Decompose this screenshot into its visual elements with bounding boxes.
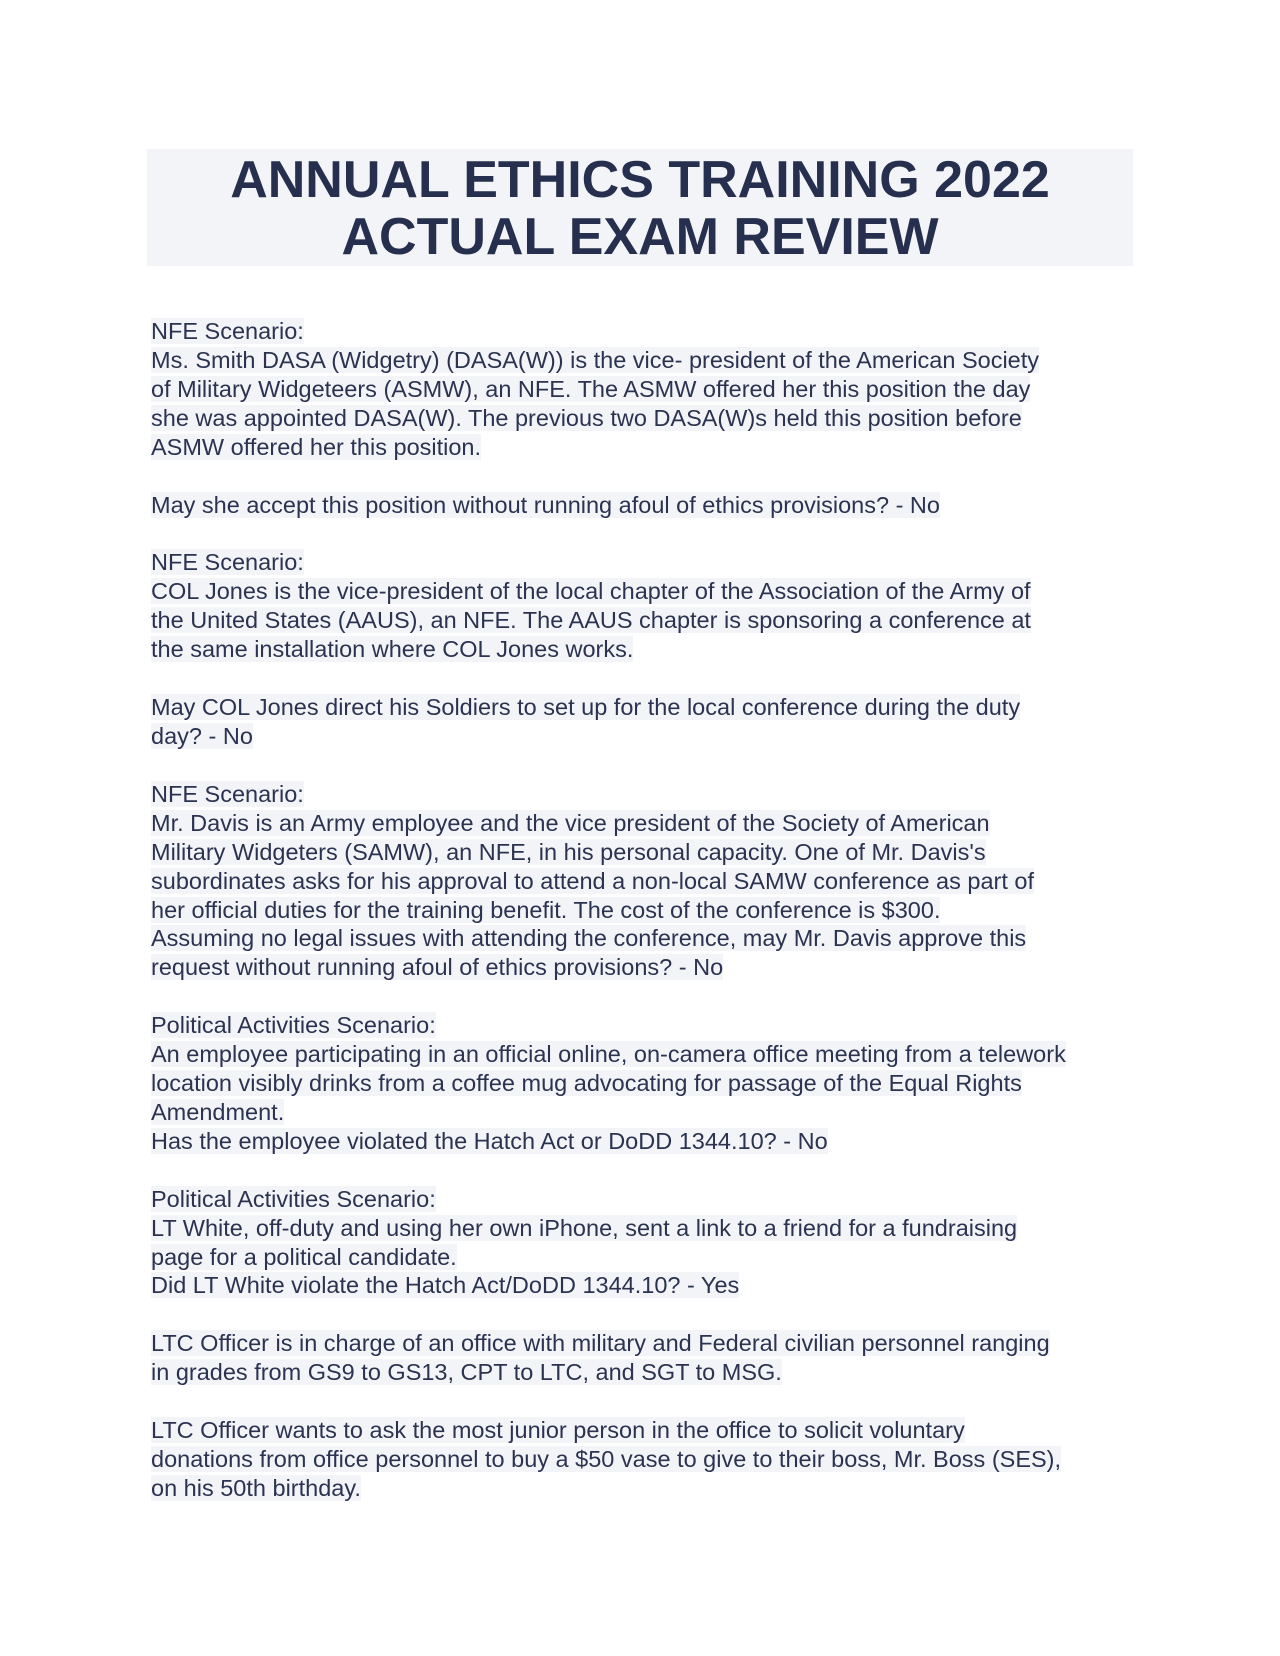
text-line xyxy=(151,722,1141,751)
text-line xyxy=(151,317,1141,346)
text-line-content: her official duties for the training benefit. The cost of the conference is $300. xyxy=(151,896,941,923)
text-line xyxy=(151,780,1141,809)
text-line xyxy=(151,635,1141,664)
text-line-content: the United States (AAUS), an NFE. The AAUS chapter is sponsoring a conference at xyxy=(151,607,1031,634)
text-line xyxy=(151,1011,1141,1040)
text-line xyxy=(151,433,1141,462)
text-line-content: the same installation where COL Jones works. xyxy=(151,636,634,663)
paragraph xyxy=(151,1011,1141,1156)
paragraph xyxy=(151,491,1141,520)
text-line-content: NFE Scenario: xyxy=(151,780,304,807)
text-line xyxy=(151,1416,1141,1445)
text-line-content: May she accept this position without running afoul of ethics provisions? - No xyxy=(151,491,940,518)
text-line xyxy=(151,809,1141,838)
document-body xyxy=(151,317,1141,1532)
text-line xyxy=(151,606,1141,635)
text-line-content: of Military Widgeteers (ASMW), an NFE. The ASMW offered her this position the day xyxy=(151,375,1031,402)
text-line-content: Amendment. xyxy=(151,1098,285,1125)
text-line-content: day? - No xyxy=(151,722,253,749)
text-line-content: May COL Jones direct his Soldiers to set up for the local conference during the duty xyxy=(151,694,1021,721)
paragraph xyxy=(151,780,1141,982)
paragraph xyxy=(151,1329,1141,1387)
text-line xyxy=(151,1474,1141,1503)
text-line xyxy=(151,1127,1141,1156)
text-line xyxy=(151,346,1141,375)
text-line xyxy=(151,1069,1141,1098)
text-line xyxy=(151,953,1141,982)
text-line-content: Assuming no legal issues with attending the conference, may Mr. Davis approve this xyxy=(151,925,1027,952)
text-line xyxy=(151,896,1141,925)
text-line xyxy=(151,924,1141,953)
title-line-1: ANNUAL ETHICS TRAINING 2022 xyxy=(230,151,1050,209)
text-line xyxy=(151,491,1141,520)
text-line-content: on his 50th birthday. xyxy=(151,1475,361,1501)
text-line xyxy=(151,1271,1141,1300)
text-line xyxy=(151,1040,1141,1069)
text-line-content: donations from office personnel to buy a $50 vase to give to their boss, Mr. Boss (SES), xyxy=(151,1446,1062,1473)
text-line-content: Has the employee violated the Hatch Act or DoDD 1344.10? - No xyxy=(151,1127,828,1154)
text-line-content: LT White, off-duty and using her own iPhone, sent a link to a friend for a fundraising xyxy=(151,1214,1018,1241)
title-line-2: ACTUAL EXAM REVIEW xyxy=(341,208,939,266)
text-line-content: she was appointed DASA(W). The previous two DASA(W)s held this position before xyxy=(151,404,1022,431)
text-line xyxy=(151,693,1141,722)
text-line-content: location visibly drinks from a coffee mug advocating for passage of the Equal Rights xyxy=(151,1070,1022,1097)
text-line-content: COL Jones is the vice-president of the local chapter of the Association of the Army of xyxy=(151,578,1031,605)
text-line-content: An employee participating in an official online, on-camera office meeting from a telework xyxy=(151,1041,1066,1068)
text-line xyxy=(151,577,1141,606)
text-line xyxy=(151,1445,1141,1474)
text-line-content: LTC Officer wants to ask the most junior person in the office to solicit voluntary xyxy=(151,1417,965,1444)
text-line-content: Political Activities Scenario: xyxy=(151,1012,436,1039)
text-line xyxy=(151,1358,1141,1387)
text-line-content: Ms. Smith DASA (Widgetry) (DASA(W)) is the vice- president of the American Society xyxy=(151,346,1040,373)
text-line-content: NFE Scenario: xyxy=(151,549,304,576)
text-line-content: NFE Scenario: xyxy=(151,318,304,344)
paragraph xyxy=(151,548,1141,664)
text-line-content: Political Activities Scenario: xyxy=(151,1185,436,1212)
paragraph xyxy=(151,693,1141,751)
text-line xyxy=(151,1329,1141,1358)
text-line xyxy=(151,1185,1141,1214)
text-line-content: request without running afoul of ethics provisions? - No xyxy=(151,954,724,981)
text-line-content: Mr. Davis is an Army employee and the vice president of the Society of American xyxy=(151,809,990,836)
text-line-content: subordinates asks for his approval to attend a non-local SAMW conference as part of xyxy=(151,867,1035,894)
text-line xyxy=(151,404,1141,433)
text-line-content: Did LT White violate the Hatch Act/DoDD 1344.10? - Yes xyxy=(151,1272,740,1299)
text-line-content: page for a political candidate. xyxy=(151,1243,457,1270)
text-line xyxy=(151,838,1141,867)
text-line-content: in grades from GS9 to GS13, CPT to LTC, and SGT to MSG. xyxy=(151,1359,782,1386)
paragraph xyxy=(151,1416,1141,1503)
text-line-content: Military Widgeters (SAMW), an NFE, in his personal capacity. One of Mr. Davis's xyxy=(151,838,986,865)
document-title xyxy=(147,149,1133,266)
text-line xyxy=(151,548,1141,577)
text-line xyxy=(151,867,1141,896)
paragraph xyxy=(151,317,1141,462)
text-line-content: ASMW offered her this position. xyxy=(151,433,482,460)
text-line xyxy=(151,375,1141,404)
text-line xyxy=(151,1098,1141,1127)
text-line-content: LTC Officer is in charge of an office with military and Federal civilian personnel ranging xyxy=(151,1330,1050,1357)
text-line xyxy=(151,1243,1141,1272)
paragraph xyxy=(151,1185,1141,1301)
text-line xyxy=(151,1214,1141,1243)
